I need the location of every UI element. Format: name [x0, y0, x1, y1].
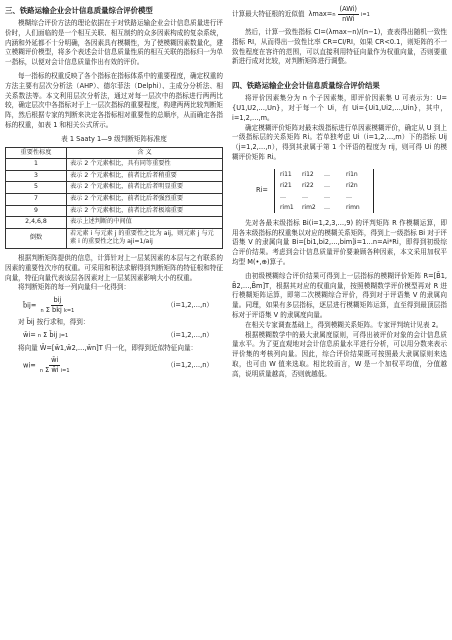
- table-row: [6, 205, 223, 217]
- table-cell: 9: [6, 205, 67, 217]
- table-cell: 表示 2 个元素相比，前者比后者极端重要: [67, 205, 223, 217]
- matrix-cell: …: [323, 203, 330, 211]
- table-cell: 倒数: [6, 228, 67, 248]
- equation-column-normalize: [5, 296, 223, 315]
- matrix-cell: rimn: [345, 203, 360, 211]
- table-row: [6, 182, 223, 194]
- matrix-cell: rim2: [301, 203, 316, 211]
- matrix-cell: …: [323, 181, 330, 189]
- paragraph: 由初级模糊综合评价结果可得到上一层指标的模糊评价矩阵 R=[B̄1, B̄2,…,B̄m]T，根据其对应的权重向量，按照模糊数学评价模型再对 R 进行模糊矩阵运算，即第二次模糊综合评价，得到对于评语集 V 的隶属向量。同理，如果有多层指标，逐层进行模糊矩阵运算，直至得到最顶层指标对于评语集 V 的隶属度向量。: [232, 271, 447, 319]
- paragraph: 将判断矩阵的每一列向量归一化得到：: [18, 283, 131, 292]
- matrix-cell: ri11: [279, 170, 292, 178]
- sum-limit-lower: j=1: [59, 332, 69, 339]
- table-cell: 5: [6, 182, 67, 194]
- equation-denominator: Σ w̄i: [45, 366, 59, 375]
- sum-limit-upper: n: [40, 308, 44, 315]
- table-row: [6, 193, 223, 205]
- equation-numerator: w̄i: [51, 356, 59, 365]
- matrix-cell: …: [323, 192, 330, 200]
- equation-eigenvector: [5, 356, 223, 375]
- table-row: [6, 228, 223, 248]
- paragraph: 根据模糊数学中的最大隶属度原则，可得出被评价对象的会计信息质量水平。为了更直观地对会计信息质量水平进行分析，可以用分数来表示评价集的考核列向量。因此，综合评价结果既可按照最大隶属原则来选取，也可由 W 值来选取。相比较而言，W 是一个加权平均值，分值越高，说明质量越高，否则就越低。: [232, 330, 447, 378]
- matrix-cell: ri21: [279, 181, 292, 189]
- table-cell: 表示 2 个元素相比，具有同等重要性: [67, 159, 223, 171]
- matrix-cell: ri2n: [345, 181, 358, 189]
- matrix-cell: ri12: [301, 170, 314, 178]
- paragraph: 确定模糊评价矩阵对最末级指标进行单因素模糊评价，确定从 U 到上一级指标层的关系矩阵 Ri。若单独考虑 Ui（i=1,2,…,m）下的指标 Uij（j=1,2,…,n），得到其隶属于第 1 个评语的程度为 rij，则可得 Ui 的模糊评价矩阵 Ri。: [232, 123, 447, 161]
- left-column: [5, 4, 223, 378]
- paragraph: 对 b̄ij 按行求和，得到：: [18, 318, 90, 327]
- table-header: 含 义: [67, 147, 223, 159]
- equation-numerator: bij: [53, 296, 62, 305]
- paragraph: 在相关专家调查基础上，得到模糊关系矩阵。专家评判统计见表 2。: [245, 320, 443, 329]
- table-cell: 7: [6, 193, 67, 205]
- equation-body: Σ b̄ij: [43, 330, 58, 339]
- matrix-label: Ri=: [256, 185, 268, 194]
- equation-condition: （i=1,2,…,n）: [167, 300, 213, 309]
- sum-limit-upper: n: [37, 332, 42, 339]
- matrix-cell: rim1: [279, 203, 294, 211]
- table-row: [6, 159, 223, 171]
- table-cell: 表示 2 个元素相比，前者比后者强烈重要: [67, 193, 223, 205]
- equation-lhs: w̄i=: [23, 330, 36, 339]
- paragraph: 将评价因素集分为 n 个子因素集，即评价因素集 U 可表示为：U={U1,U2,…,Un}，对于每一个 Ui，有 Ui={Ui1,Ui2,…,Uin}，其中，i=1,2,…,m。: [232, 94, 447, 122]
- table-row: [6, 170, 223, 182]
- equation-lhs: λmax=: [308, 9, 333, 18]
- fuzzy-evaluation-matrix: [256, 169, 447, 213]
- equation-lhs: b̄ij=: [23, 301, 37, 310]
- equation-prefix: 计算最大特征根的近似值: [232, 9, 305, 18]
- equation-condition: （i=1,2,…,n）: [167, 330, 213, 339]
- equation-lambda-max: [232, 5, 447, 24]
- matrix-cell: …: [323, 170, 330, 178]
- table-cell: 表示 2 个元素相比，前者比后者稍重要: [67, 170, 223, 182]
- table-cell: 表示 2 个元素相比，前者比后者明显重要: [67, 182, 223, 194]
- matrix-cell: ri22: [301, 181, 314, 189]
- paragraph: 根据判断矩阵提供的信息，计算针对上一层某因素的本层与之有联系的因素的重要性次序的权重。可采用和积法求解得到判断矩阵的特征根和特征向量，特征向量代表该层各因素对上一层某因素影响大小的权重。: [5, 253, 223, 282]
- section-heading-3: 三、铁路运输企业会计信息质量综合评价模型: [5, 6, 153, 15]
- section-heading-4: 四、铁路运输企业会计信息质量综合评价结果: [232, 81, 380, 91]
- paragraph: 然后，计算一致性指标 CI=(λmax−n)/(n−1)，查表得出随机一致性指标 RI，从而得出一致性比率 CR=CI/RI，如果 CR<0.1，则矩阵的不一致性程度在容许的范围，可以直接利用特征向量作为权重向量，否则要重新进行成对比较，对判断矩阵进行调整。: [232, 28, 447, 66]
- equation-condition: （i=1,2,…,n）: [167, 361, 213, 370]
- equation-denominator: Σ bkj: [45, 306, 62, 315]
- paragraph: 先对各最末级指标 Bi(i=1,2,3,…,9) 的评判矩阵 R 作模糊运算，即用各末级指标的权重集以对应的模糊关系矩阵，得到上一级指标 Bi 对于评语集 V 的隶属向量 Bi=[bi1,bi2,…,bim]i=1…n=Ai*Ri，即得到初级综合评价结果。考虑到会计信息质量评价要兼顾各种因素，本文采用加权平均型 M(•,⊕)算子。: [232, 218, 447, 266]
- sum-limit-lower: i=1: [60, 368, 70, 375]
- right-column: [232, 4, 447, 380]
- equation-lhs: wi=: [23, 361, 36, 370]
- sum-limit-lower: k=1: [63, 308, 75, 315]
- equation-row-sum: [5, 331, 223, 341]
- matrix-body: [274, 169, 374, 213]
- paragraph: 模糊综合评价方法的理论依据在于对铁路运输企业会计信息质量进行评价时，人们面临的是一个相互关联、相互制约的众多因素构成的复杂系统，内涵和外延都不十分明确，各因素具有模糊性，为了使模糊因素数量化，建立模糊评价模型，将多个表述会计信息质量性质的相互关联的指标归一为单一指标，以便对会计信息质量作出有效的评价。: [5, 19, 223, 67]
- table-header: 重要性标度: [6, 147, 67, 159]
- table-cell: 2,4,6,8: [6, 217, 67, 229]
- table-row: [6, 217, 223, 229]
- table-cell: 1: [6, 159, 67, 171]
- sum-limit-upper: n: [39, 368, 44, 375]
- equation-numerator: (AWi): [339, 5, 358, 13]
- table-cell: 3: [6, 170, 67, 182]
- matrix-cell: …: [345, 192, 352, 200]
- saaty-scale-table: [5, 147, 223, 249]
- equation-denominator: nWi: [342, 15, 355, 23]
- matrix-cell: ri1n: [345, 170, 358, 178]
- table-cell: 表示上述判断的中间值: [67, 217, 223, 229]
- table-caption: 表 1 Saaty 1—9 级判断矩阵标准度: [61, 134, 167, 143]
- table-cell: 若元素 i 与元素 j 的重要性之比为 aij，则元素 j 与元素 i 的重要性之比为 aji=1/aij: [67, 228, 223, 248]
- paragraph: 每一指标的权重反映了各个指标在指标体系中的重要程度，确定权重的方法主要有层次分析法（AHP）、德尔菲法（Delphi）、主成分分析法、相关系数法等。本文利用层次分析法，通过对每一层次中的指标进行两两比较，确定层次中各指标对于上一层次指标的重要程度，构建两两比较判断矩阵，然后根据专家的判断来决定各指标相对重要性的总顺序，从而确定各指标的权重，如表 1 和相关公式所示。: [5, 71, 223, 129]
- matrix-cell: …: [279, 192, 286, 200]
- sum-limit-lower: i=1: [361, 11, 370, 18]
- matrix-cell: …: [301, 192, 308, 200]
- sum-limit-upper: n: [332, 11, 336, 18]
- paragraph: 将向量 W̄=[w̄1,w̄2,…,w̄n]T 归一化，即得到近似特征向量：: [18, 343, 198, 352]
